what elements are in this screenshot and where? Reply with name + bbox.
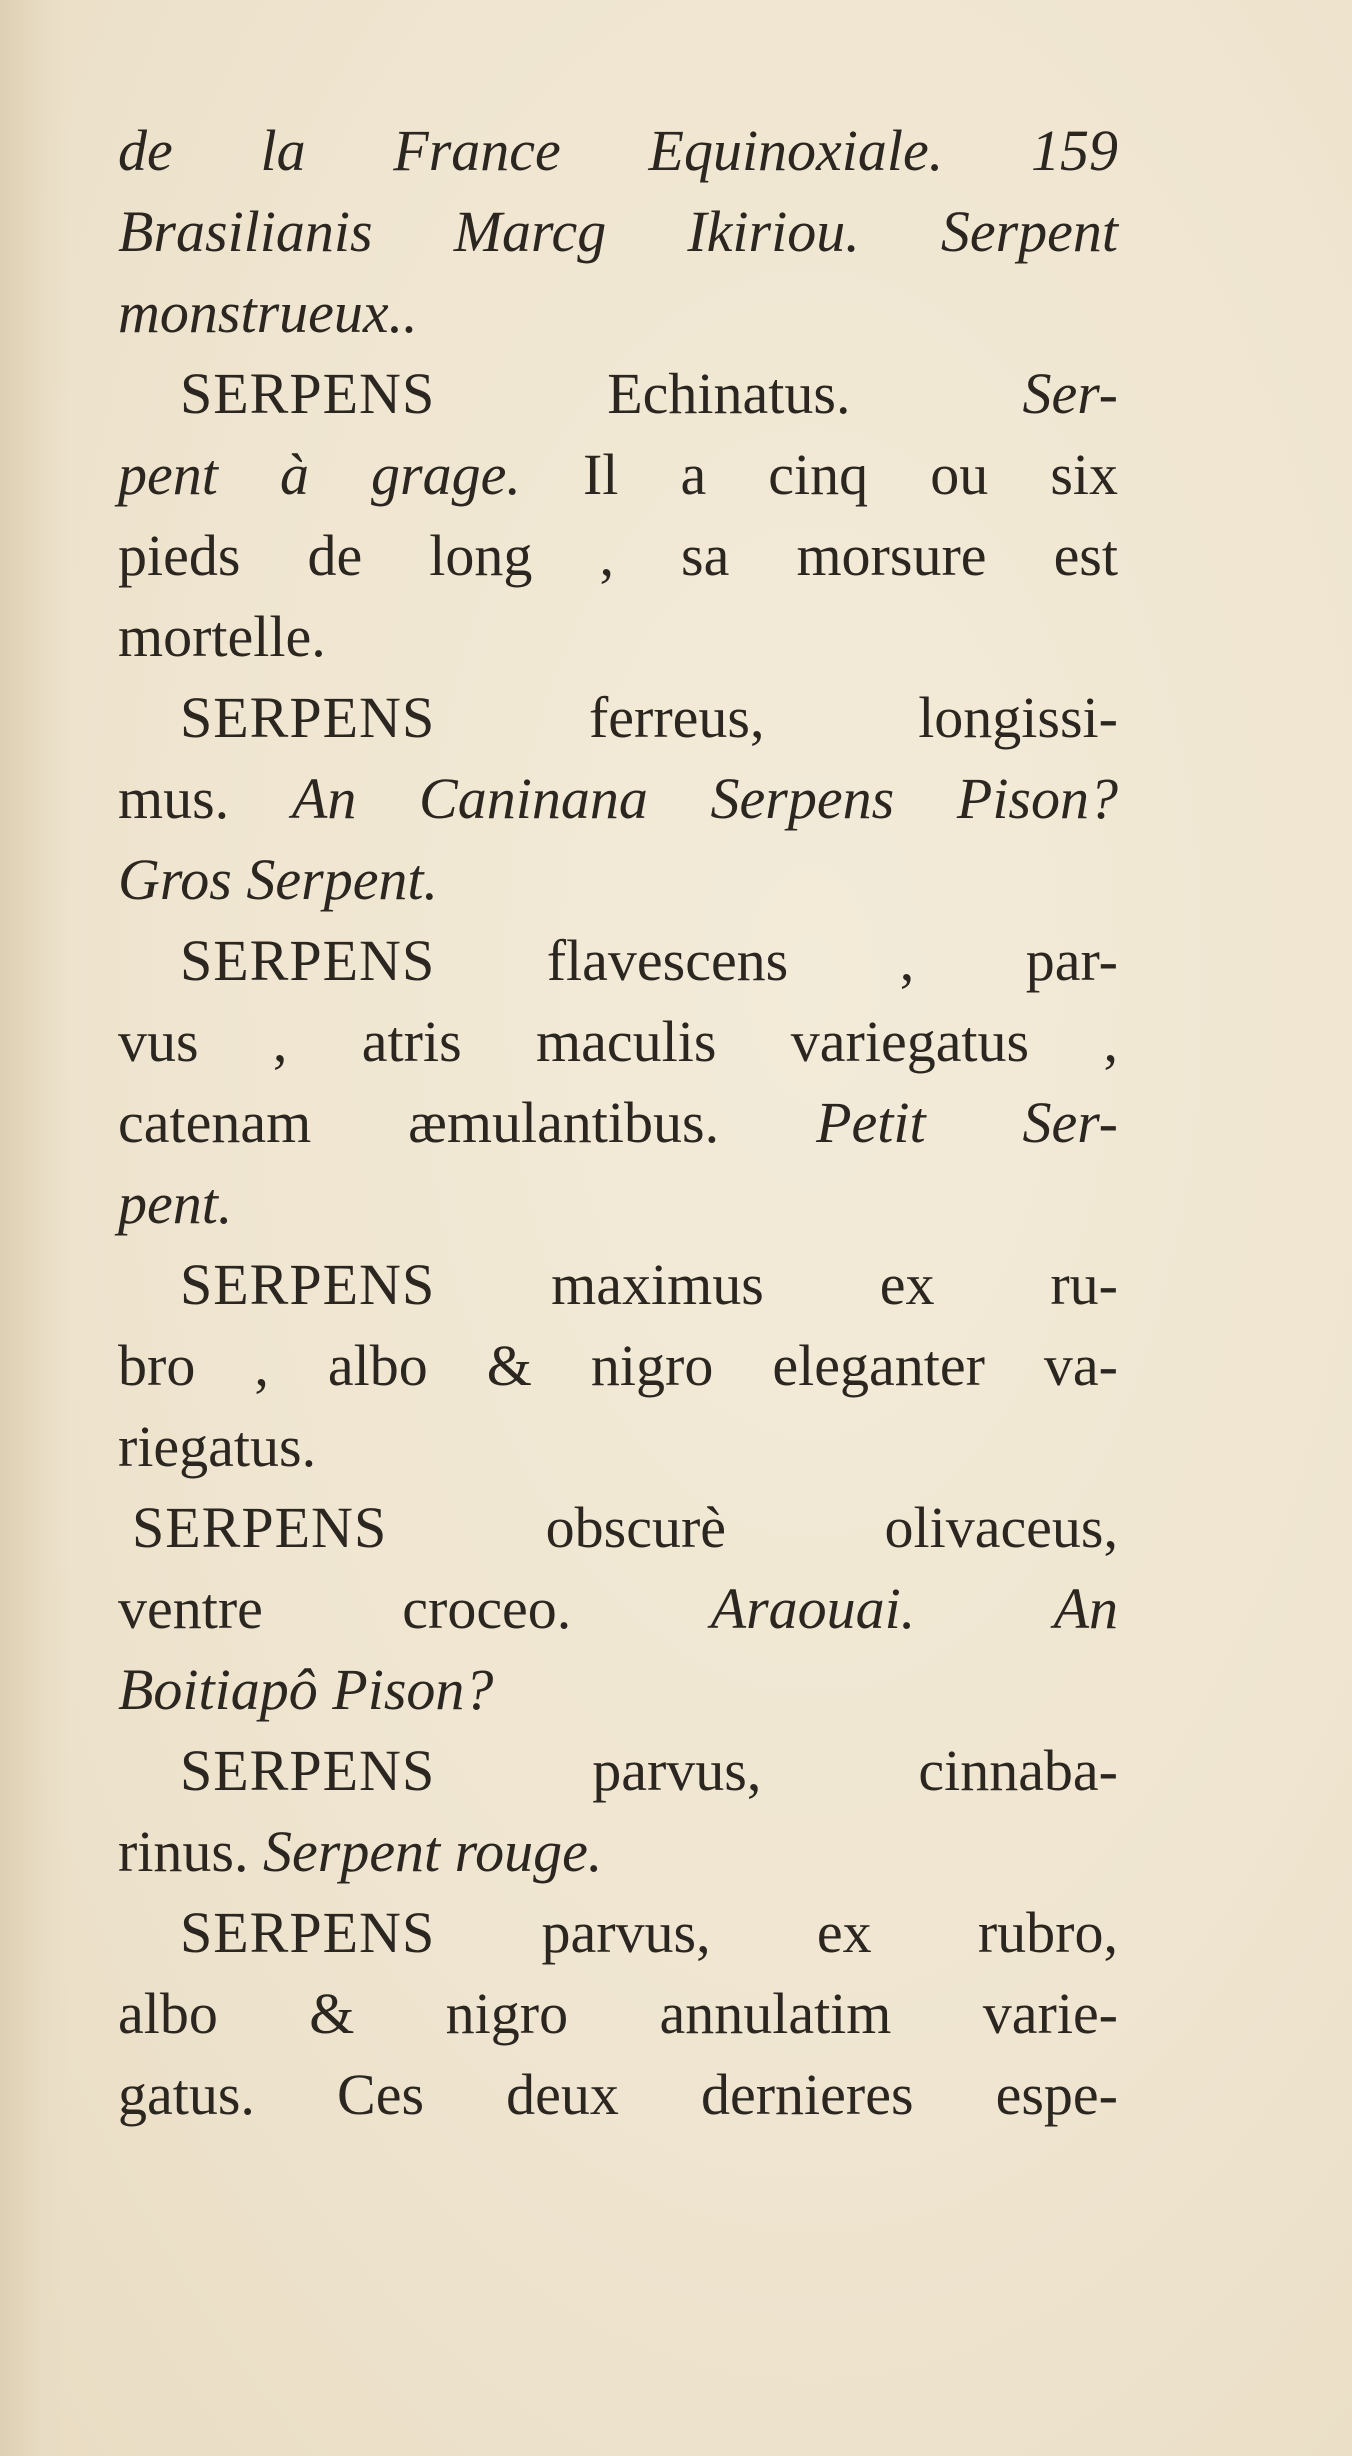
line-segment: riegatus. (118, 1414, 317, 1479)
running-head-title: de la France Equinoxiale. (118, 118, 944, 183)
text-line (118, 434, 1118, 515)
line-segment: parvus, cinnaba- (435, 1738, 1118, 1803)
entry-heading: SERPENS (180, 1252, 436, 1317)
line-segment: Gros Serpent. (118, 847, 439, 912)
line-segment: pieds de long , sa morsure est (118, 523, 1118, 588)
line-segment: catenam æmulantibus. (118, 1090, 817, 1155)
text-line (118, 272, 1118, 353)
line-segment: ferreus, longissi- (435, 685, 1118, 750)
text-line (118, 1001, 1118, 1082)
line-segment: albo & nigro annulatim varie- (118, 1981, 1118, 2046)
entry-heading: SERPENS (180, 1900, 436, 1965)
line-segment: pent. (118, 1171, 233, 1236)
line-segment: vus , atris maculis variegatus , (118, 1009, 1118, 1074)
line-segment: pent à grage. (118, 442, 521, 507)
line-segment: Serpent rouge. (263, 1819, 603, 1884)
text-line (118, 839, 1118, 920)
line-segment: Petit Ser- (816, 1090, 1118, 1155)
line-segment: monstrueux.. (118, 280, 418, 345)
page-number: 159 (1031, 118, 1119, 183)
text-line (118, 1649, 1118, 1730)
text-line (118, 1244, 1118, 1325)
entry-heading: SERPENS (180, 685, 436, 750)
line-segment: Echinatus. (435, 361, 1023, 426)
line-segment: obscurè olivaceus, (387, 1495, 1118, 1560)
text-block (118, 110, 1118, 2135)
line-segment: rinus. (118, 1819, 263, 1884)
entry-heading: SERPENS (132, 1495, 388, 1560)
text-line (118, 1568, 1118, 1649)
line-segment: Boitiapô Pison? (118, 1657, 494, 1722)
text-line (118, 1163, 1118, 1244)
line-segment: An Caninana Serpens Pison? (291, 766, 1118, 831)
text-line (118, 515, 1118, 596)
text-line (118, 677, 1118, 758)
line-segment: mortelle. (118, 604, 326, 669)
entry-heading: SERPENS (180, 928, 436, 993)
text-line (118, 1892, 1118, 1973)
text-line (118, 1325, 1118, 1406)
text-line (118, 353, 1118, 434)
page-gutter-shadow (0, 0, 70, 2456)
text-line (118, 758, 1118, 839)
text-line (118, 1487, 1118, 1568)
line-segment: mus. (118, 766, 292, 831)
line-segment: Ser- (1022, 361, 1118, 426)
text-line (118, 920, 1118, 1001)
entry-heading: SERPENS (180, 361, 436, 426)
line-segment: maximus ex ru- (435, 1252, 1118, 1317)
line-segment: flavescens , par- (435, 928, 1118, 993)
text-line (118, 1406, 1118, 1487)
line-segment: Il a cinq ou six (520, 442, 1119, 507)
line-segment: parvus, ex rubro, (435, 1900, 1118, 1965)
text-line (118, 2054, 1118, 2135)
line-segment: ventre croceo. (118, 1576, 711, 1641)
line-segment: bro , albo & nigro eleganter va- (118, 1333, 1118, 1398)
entry-heading: SERPENS (180, 1738, 436, 1803)
text-line (118, 1811, 1118, 1892)
line-segment: Brasilianis Marcg Ikiriou. Serpent (118, 199, 1118, 264)
text-line (118, 1730, 1118, 1811)
line-segment: Araouai. An (710, 1576, 1118, 1641)
text-line (118, 596, 1118, 677)
running-header (118, 110, 1118, 191)
text-line (118, 1973, 1118, 2054)
text-line (118, 1082, 1118, 1163)
text-line (118, 191, 1118, 272)
line-segment: gatus. Ces deux dernieres espe- (118, 2062, 1118, 2127)
